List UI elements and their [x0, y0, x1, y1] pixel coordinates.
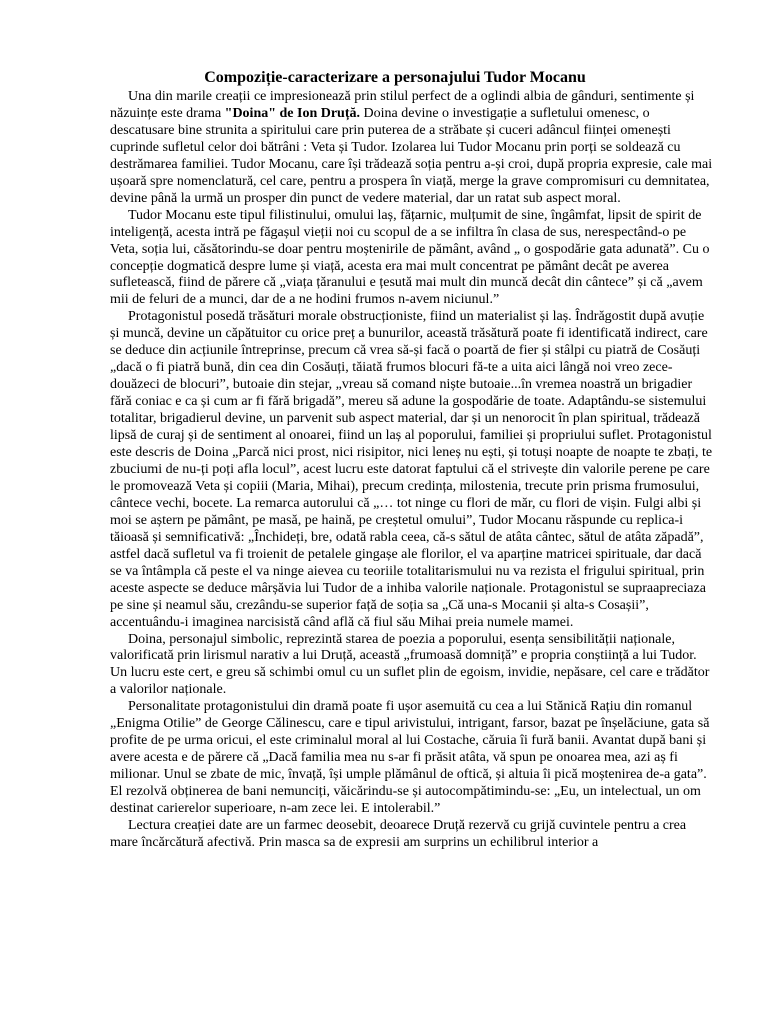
- paragraph-comparison: Personalitate protagonistului din dramă poate fi ușor asemuită cu cea a lui Stănică Rațiu din romanul „Enigma Otilie” de George Călinescu, care e tipul arivistului, intrigant, farsor, bazat pe înșelăciune, gata să profite de pe urma oricui, el este criminalul moral al lui Costache, căruia îi fură banii. Avantat după bani și avere acesta e de părere că „Dacă familia mea nu s-ar fi prăsit atâta, vă spun pe onoarea mea, azi aș fi milionar. Unul se zbate de mic, învață, își umple plămânul de oftică, și altuia îi pică moștenirea de-a gata”. El rezolvă obținerea de bani nemunciți, văicărindu-se și autocompătimindu-se: „Eu, un intelectual, un om destinat carierelor superioare, n-am zece lei. E intolerabil.”: [110, 699, 710, 817]
- paragraph-intro: [110, 89, 714, 208]
- intro-text-end: Doina devine o investigație a sufletului omenesc, o descatusare bine strunita a spiritului care prin puterea de a străbate și cuceri adâncul ființei omenești cuprinde sufletul celor doi bătrâni : Veta și Tudor. Izolarea lui Tudor Mocanu prin porți se soldează cu destrămarea familiei. Tudor Mocanu, care își trădează soția pentru a-și croi, după propria expresie, cale mai ușoară spre nomenclatură, cel care, pentru a prospera în viață, merge la grave compromisuri cu demnitatea, devine până la urmă un prosper din punct de vedere material, dar un ratat sub aspect moral.: [110, 105, 713, 206]
- paragraph-moral-traits: Protagonistul posedă trăsături morale obstrucționiste, fiind un materialist și laș. Îndrăgostit după avuție și muncă, devine un căpătuitor cu orice preț a bunurilor, această trăsătură poate fi identificată indirect, care se deduce din acțiunile întreprinse, precum că vrea să-și facă o poartă de fier și stâlpi cu piatră de Cosăuți „dacă o fi piatră bună, din cea din Cosăuți, tăiată frumos blocuri fă-te a uita aici lângă noi vreo zece-douăzeci de blocuri”, butoaie din stejar, „vreau să comand niște butoaie...în vremea noastră un brigadier fără coniac e ca și cum ar fi fără brigadă”, mereu să adune la gospodărie de toate. Adaptându-se sistemului totalitar, brigadierul devine, un parvenit sub aspect material, dar și un nenorocit în plan spiritual, trădează lipsă de curaj și de sentiment al onoarei, fiind un laș al poporului, familiei și propriului suflet. Protagonistul este descris de Doina „Parcă nici prost, nici risipitor, nici leneș nu ești, și totuși noapte de noapte te zbați, te zbuciumi de nu-ți poți afla locul”, acest lucru este datorat faptului că el strivește din valorile perene pe care le promovează Veta și copiii (Maria, Mihai), precum credința, milostenia, trecute prin prisma frumosului, cântece vechi, bocete. La remarca autorului că „… tot ninge cu flori de măr, cu flori de vișin. Fulgi albi și moi se aștern pe pământ, pe masă, pe haină, pe creștetul omului”, Tudor Mocanu răspunde cu replica-i tăioasă și semnificativă: „Închideți, bre, odată rabla ceea, că-s sătul de atâta cântec, sătul de atâta zăpadă”, astfel dacă sufletul va fi troienit de petalele gingașe ale florilor, el va aparține matricei spirituale, dar dacă se va întâmpla că peste el va ninge aievea cu teoriile totalitarismului nu va rezista el frigului spiritual, prin aceste aspecte se deduce mârșăvia lui Tudor de a inhiba valorile naționale. Protagonistul se supraapreciaza pe sine și neamul său, crezându-se superior față de soția sa „Că una-s Mocanii și alta-s Cosașii”, accentuându-i imaginea narcisistă când află că fiul său Mihai preia numele mamei.: [110, 309, 713, 630]
- paragraph-character-type: Tudor Mocanu este tipul filistinului, omului laș, fățarnic, mulțumit de sine, îngâmfat, lipsit de spirit de inteligență, acesta intră pe făgașul vieții noi cu scopul de a se infiltra în clasa de sus, nerespectând-o pe Veta, soția lui, căsătorindu-se doar pentru moștenirile de pământ, având „ o gospodărie gata adunată”. Cu o concepție dogmatică despre lume și viață, acesta era mai mult concentrat pe pământ decât pe averea sufletească, fiind de părere că „viața țăranului e țesută mai mult din muncă decât din cântece” și că „avem mii de feluri de a munci, dar de a ne hodini frumos n-avem niciunul.”: [110, 207, 710, 308]
- work-title-bold: "Doina" de Ion Druță.: [224, 105, 361, 121]
- document-body: [110, 89, 714, 852]
- paragraph-conclusion: Lectura creației date are un farmec deosebit, deoarece Druță rezervă cu grijă cuvintele pentru a crea mare încărcătură afectivă. Prin masca sa de expresii am surprins un echilibrul interior a: [110, 817, 687, 850]
- paragraph-doina-symbol: Doina, personajul simbolic, reprezintă starea de poezia a poporului, esența sensibilității naționale, valorificată prin lirismul narativ a lui Druță, această „frumoasă domniță” e propria conștiință a lui Tudor. Un lucru este cert, e greu să schimbi omul cu un suflet plin de egoism, invidie, nepăsare, cel care e trădător a valorilor naționale.: [110, 631, 710, 698]
- document-title: Compoziție-caracterizare a personajului Tudor Mocanu: [204, 69, 586, 86]
- intro-text-start: Una din marile creații ce impresionează prin stilul perfect de a oglindi albia de gânduri, sentimente și năzuințe este drama: [110, 89, 695, 121]
